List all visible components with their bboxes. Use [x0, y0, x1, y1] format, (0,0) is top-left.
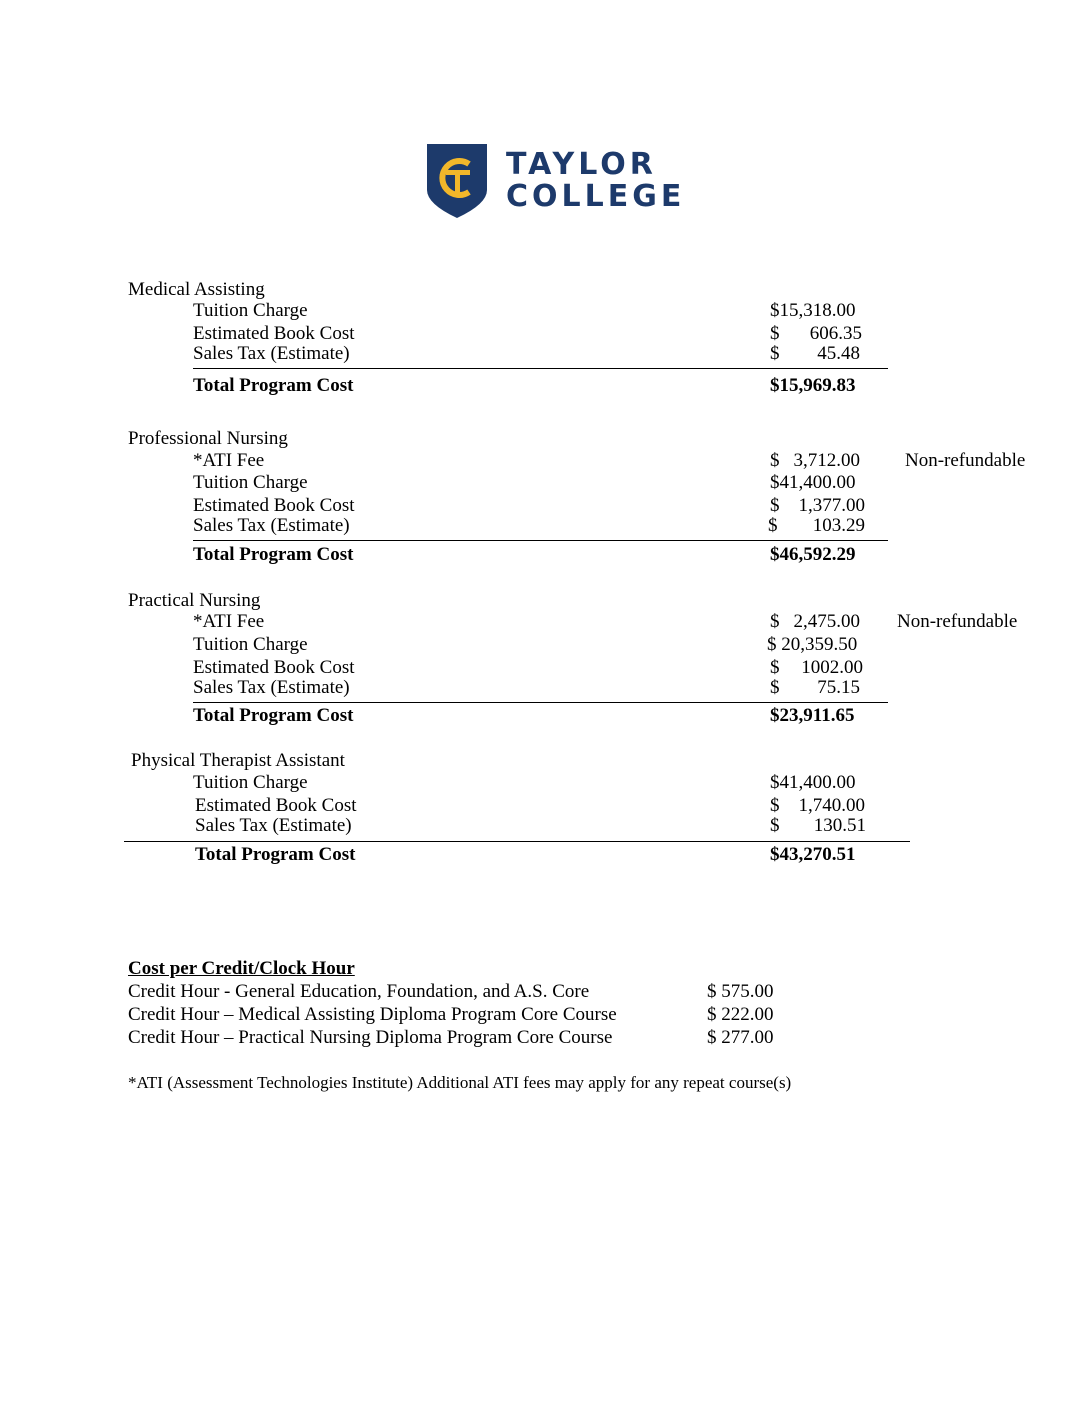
total-divider	[124, 841, 910, 842]
item-amount: 75.15	[817, 677, 860, 698]
total-label: Total Program Cost	[193, 544, 354, 565]
total-label: Total Program Cost	[193, 705, 354, 726]
item-amount: 606.35	[809, 323, 862, 344]
credit-hour-amount: $ 222.00	[707, 1004, 774, 1025]
college-logo	[424, 140, 686, 220]
item-label: Sales Tax (Estimate)	[193, 515, 350, 536]
item-label: Estimated Book Cost	[193, 495, 355, 516]
total-divider	[193, 540, 888, 541]
item-currency: $	[770, 795, 780, 816]
item-amount: 45.48	[817, 343, 860, 364]
item-currency: $	[770, 677, 780, 698]
item-currency: $	[768, 515, 778, 536]
item-amount: $ 20,359.50	[767, 634, 858, 655]
item-amount: 1002.00	[801, 657, 863, 678]
item-amount: 2,475.00	[793, 611, 860, 632]
program-name-practical-nursing: Practical Nursing	[128, 590, 261, 611]
item-currency: $	[770, 611, 780, 632]
item-amount: 103.29	[812, 515, 865, 536]
ati-footnote: *ATI (Assessment Technologies Institute) Additional ATI fees may apply for any repeat course(s)	[128, 1073, 792, 1092]
college-shield-icon	[424, 140, 490, 220]
total-amount: $23,911.65	[770, 705, 855, 726]
item-label: Estimated Book Cost	[193, 657, 355, 678]
item-amount: $41,400.00	[770, 772, 856, 793]
item-label: Tuition Charge	[193, 472, 308, 493]
item-currency: $	[770, 815, 780, 836]
logo-text-taylor: TAYLOR	[506, 147, 657, 182]
program-name-medical-assisting: Medical Assisting	[128, 279, 265, 300]
item-label: Tuition Charge	[193, 634, 308, 655]
item-label: *ATI Fee	[193, 450, 265, 471]
item-note: Non-refundable	[905, 450, 1026, 471]
total-amount: $46,592.29	[770, 544, 856, 565]
program-name-professional-nursing: Professional Nursing	[128, 428, 288, 449]
credit-hour-amount: $ 277.00	[707, 1027, 774, 1048]
item-label: Sales Tax (Estimate)	[193, 677, 350, 698]
item-amount: 130.51	[813, 815, 866, 836]
credit-hour-label: Credit Hour - General Education, Foundation, and A.S. Core	[128, 981, 590, 1002]
total-label: Total Program Cost	[193, 375, 354, 396]
item-amount: $41,400.00	[770, 472, 856, 493]
credit-hour-label: Credit Hour – Medical Assisting Diploma Program Core Course	[128, 1004, 617, 1025]
item-label: Tuition Charge	[193, 300, 308, 321]
item-amount: $15,318.00	[770, 300, 856, 321]
item-label: Estimated Book Cost	[195, 795, 357, 816]
total-divider	[193, 702, 888, 703]
item-label: Sales Tax (Estimate)	[193, 343, 350, 364]
total-amount: $43,270.51	[770, 844, 856, 865]
item-currency: $	[770, 343, 780, 364]
item-currency: $	[770, 450, 780, 471]
item-note: Non-refundable	[897, 611, 1018, 632]
item-label: Tuition Charge	[193, 772, 308, 793]
total-label: Total Program Cost	[195, 844, 356, 865]
item-label: Estimated Book Cost	[193, 323, 355, 344]
credit-hour-heading: Cost per Credit/Clock Hour	[128, 958, 355, 979]
item-label: *ATI Fee	[193, 611, 265, 632]
logo-text-college: COLLEGE	[506, 179, 686, 214]
item-currency: $	[770, 495, 780, 516]
item-amount: 3,712.00	[793, 450, 860, 471]
item-currency: $	[770, 323, 780, 344]
credit-hour-amount: $ 575.00	[707, 981, 774, 1002]
total-amount: $15,969.83	[770, 375, 856, 396]
item-amount: 1,740.00	[798, 795, 865, 816]
item-amount: 1,377.00	[798, 495, 865, 516]
item-label: Sales Tax (Estimate)	[195, 815, 352, 836]
total-divider	[193, 368, 888, 369]
item-currency: $	[770, 657, 780, 678]
credit-hour-label: Credit Hour – Practical Nursing Diploma Program Core Course	[128, 1027, 613, 1048]
program-name-physical-therapist-assistant: Physical Therapist Assistant	[131, 750, 345, 771]
